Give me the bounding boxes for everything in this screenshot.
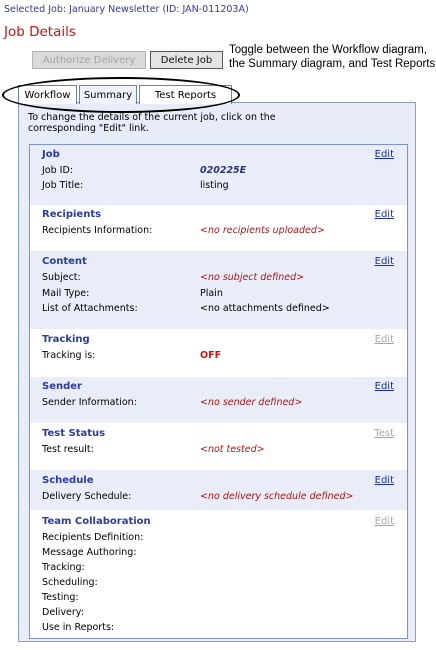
section-tracking bbox=[30, 329, 407, 377]
test-result-value: <not tested> bbox=[200, 444, 265, 455]
subject-value: <no subject defined> bbox=[200, 272, 305, 283]
section-title: Recipients bbox=[42, 209, 102, 220]
row-label: Scheduling: bbox=[42, 577, 98, 588]
row-label: Job ID: bbox=[42, 165, 73, 176]
row-label: Delivery: bbox=[42, 607, 84, 618]
section-title: Job bbox=[42, 149, 60, 160]
page-title: Job Details bbox=[4, 24, 76, 40]
row-label: Message Authoring: bbox=[42, 547, 137, 558]
edit-recipients-link[interactable]: Edit bbox=[374, 209, 394, 220]
row-label: Mail Type: bbox=[42, 288, 90, 299]
edit-tracking-link: Edit bbox=[374, 334, 394, 345]
row-label: Subject: bbox=[42, 272, 81, 283]
mail-type-value: Plain bbox=[200, 288, 223, 299]
selected-job-label: Selected Job: January Newsletter (ID: JAN-011203A) bbox=[4, 4, 249, 15]
row-label: Job Title: bbox=[42, 180, 84, 191]
section-recipients bbox=[30, 205, 407, 251]
row-label: Testing: bbox=[42, 592, 79, 603]
row-label: Delivery Schedule: bbox=[42, 491, 132, 502]
row-label: List of Attachments: bbox=[42, 303, 138, 314]
sender-value: <no sender defined> bbox=[200, 397, 303, 408]
section-sender bbox=[30, 377, 407, 423]
section-title: Team Collaboration bbox=[42, 516, 151, 527]
tab-summary[interactable]: Summary bbox=[79, 85, 137, 104]
callout-annotation: Toggle between the Workflow diagram, the Summary diagram, and Test Reports bbox=[229, 44, 436, 70]
attachments-value: <no attachments defined> bbox=[200, 303, 330, 314]
job-title-value: listing bbox=[200, 180, 229, 191]
section-test-status bbox=[30, 423, 407, 470]
edit-team-link: Edit bbox=[374, 516, 394, 527]
row-label: Sender Information: bbox=[42, 397, 137, 408]
section-content bbox=[30, 251, 407, 329]
edit-sender-link[interactable]: Edit bbox=[374, 381, 394, 392]
schedule-value: <no delivery schedule defined> bbox=[200, 491, 354, 502]
job-id-value: 020225E bbox=[200, 165, 247, 176]
intro-text: To change the details of the current job, click on the corresponding "Edit" link. bbox=[28, 112, 276, 134]
row-label: Test result: bbox=[42, 444, 94, 455]
section-title: Tracking bbox=[42, 334, 90, 345]
row-label: Recipients Definition: bbox=[42, 532, 144, 543]
section-team-collaboration bbox=[30, 510, 407, 638]
row-label: Tracking is: bbox=[42, 350, 96, 361]
edit-content-link[interactable]: Edit bbox=[374, 256, 394, 267]
authorize-delivery-button[interactable]: Authorize Delivery bbox=[32, 51, 146, 69]
test-link: Test bbox=[374, 428, 394, 439]
edit-schedule-link[interactable]: Edit bbox=[374, 475, 394, 486]
row-label: Tracking: bbox=[42, 562, 85, 573]
edit-job-link[interactable]: Edit bbox=[374, 149, 394, 160]
section-job bbox=[30, 145, 407, 205]
delete-job-button[interactable]: Delete Job bbox=[150, 51, 223, 69]
tab-workflow[interactable]: Workflow bbox=[18, 85, 77, 104]
section-title: Schedule bbox=[42, 475, 94, 486]
section-title: Sender bbox=[42, 381, 82, 392]
tab-test-reports[interactable]: Test Reports bbox=[139, 85, 232, 104]
section-title: Content bbox=[42, 256, 87, 267]
row-label: Use in Reports: bbox=[42, 622, 115, 633]
tracking-value: OFF bbox=[200, 350, 222, 361]
row-label: Recipients Information: bbox=[42, 225, 153, 236]
section-title: Test Status bbox=[42, 428, 106, 439]
section-schedule bbox=[30, 470, 407, 510]
recipients-value: <no recipients uploaded> bbox=[200, 225, 325, 236]
